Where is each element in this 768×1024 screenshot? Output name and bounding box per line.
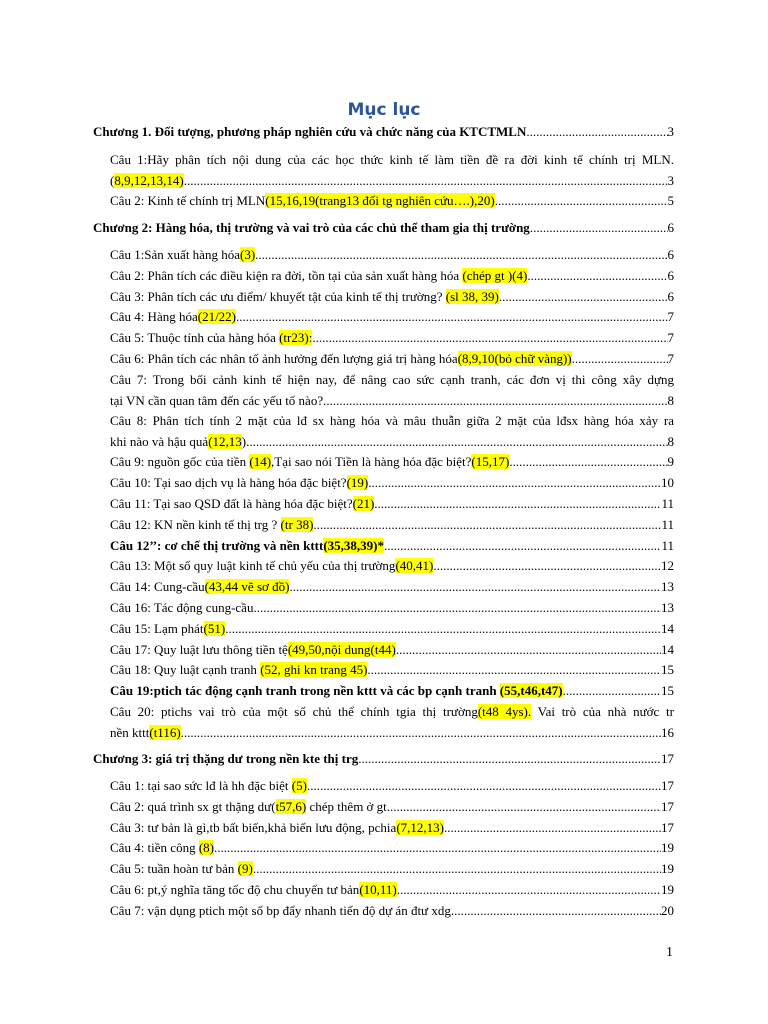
toc-question-entry[interactable] xyxy=(110,556,674,576)
highlighted-reference: (t116) xyxy=(149,725,181,740)
highlighted-reference: (43,44 vẽ sơ đồ) xyxy=(204,579,290,594)
entry-label xyxy=(110,797,387,817)
entry-text: Vai trò của nhà nước tr xyxy=(531,704,674,719)
entry-label xyxy=(93,749,358,769)
entry-page-number: 16 xyxy=(661,725,674,740)
dot-leader xyxy=(246,432,667,452)
toc-question-entry[interactable] xyxy=(110,859,674,879)
highlighted-reference: (55,t46,t47) xyxy=(499,683,563,698)
entry-text: Câu 12: KN nền kinh tế thị trg ? xyxy=(110,517,281,532)
entry-text: Câu 18: Quy luật cạnh tranh xyxy=(110,662,261,677)
dot-leader xyxy=(530,218,668,238)
entry-text: Câu 4: Hàng hóa xyxy=(110,309,198,324)
highlighted-reference: (21/22) xyxy=(197,309,237,324)
entry-text: Câu 9: nguồn gốc của tiền xyxy=(110,454,250,469)
toc-question-entry[interactable] xyxy=(110,452,674,472)
entry-label xyxy=(110,171,184,191)
entry-page-number: 14 xyxy=(661,621,674,636)
highlighted-reference: (tr 38) xyxy=(280,517,314,532)
entry-text: Câu 8: Phân tích tính 2 mặt của lđ sx hàng hóa và mâu thuẫn giữa 2 mặt của lđsx hàng hóa xảy ra xyxy=(110,413,674,428)
highlighted-reference: (tr23): xyxy=(279,330,313,345)
dot-leader xyxy=(495,191,668,211)
entry-page-number: 15 xyxy=(661,662,674,677)
dot-leader xyxy=(396,640,661,660)
highlighted-reference: (3) xyxy=(239,247,256,262)
entry-page-number: 7 xyxy=(667,330,674,345)
entry-label xyxy=(93,218,530,238)
dot-leader xyxy=(323,391,667,411)
highlighted-reference: (52, ghi kn trang 45) xyxy=(260,662,368,677)
entry-page-number: 8 xyxy=(667,434,674,449)
toc-title: Mục lục xyxy=(347,100,421,120)
toc-entry-line[interactable] xyxy=(110,370,674,390)
toc-question-entry[interactable] xyxy=(110,328,674,348)
entry-text: Câu 1:Hãy phân tích nội dung của các học thức kinh tế làm tiền đề ra đời kinh tế chính trị MLN. xyxy=(110,152,674,167)
entry-page-number: 13 xyxy=(661,579,674,594)
toc-question-entry[interactable] xyxy=(110,287,674,307)
entry-label xyxy=(110,859,253,879)
dot-leader xyxy=(384,536,661,556)
entry-label xyxy=(110,266,527,286)
entry-label xyxy=(110,838,214,858)
toc-question-entry[interactable] xyxy=(110,818,674,838)
entry-page-number: 17 xyxy=(661,751,674,766)
entry-text: Câu 14: Cung-cầu xyxy=(110,579,205,594)
dot-leader xyxy=(368,473,661,493)
dot-leader xyxy=(527,266,667,286)
highlighted-reference: (15,17) xyxy=(471,454,510,469)
entry-text: ,Tại sao nói Tiền là hàng hóa đặc biệt? xyxy=(271,454,472,469)
toc-question-entry[interactable] xyxy=(110,577,674,597)
entry-text: Câu 5: Thuộc tính của hàng hóa xyxy=(110,330,280,345)
toc-entry-line[interactable] xyxy=(110,411,674,431)
entry-page-number: 17 xyxy=(661,778,674,793)
dot-leader xyxy=(387,797,661,817)
entry-text: Câu 7: Trong bối cảnh kinh tế hiện nay, để nâng cao sức cạnh tranh, các đơn vị thi công xây dựng xyxy=(110,372,674,387)
page-number: 1 xyxy=(666,945,673,960)
entry-text: Câu 7: vận dụng ptich một số bp đẩy nhanh tiến độ dự án đtư xdg xyxy=(110,903,451,918)
entry-page-number: 6 xyxy=(667,220,674,235)
entry-label xyxy=(110,598,253,618)
entry-label xyxy=(110,287,499,307)
entry-label xyxy=(110,577,289,597)
entry-text: Câu 11: Tại sao QSD đất là hàng hóa đặc biệt? xyxy=(110,496,353,511)
entry-text: tại VN cần quan tâm đến các yếu tố nào? xyxy=(110,393,324,408)
entry-page-number: 13 xyxy=(661,600,674,615)
highlighted-reference: (t48 4ys). xyxy=(477,704,532,719)
entry-text: Câu 3: tư bản là gì,tb bất biến,khả biến lưu động, pchia xyxy=(110,820,397,835)
toc-chapter-entry[interactable] xyxy=(93,218,674,238)
highlighted-reference: t57,6) xyxy=(275,799,307,814)
toc-question-entry[interactable] xyxy=(110,494,674,514)
entry-page-number: 11 xyxy=(661,538,674,553)
entry-text: Chương 1. Đối tượng, phương pháp nghiên cứu và chức năng của KTCTMLN xyxy=(93,124,527,139)
entry-text: Chương 2: Hàng hóa, thị trường và vai trò của các chủ thể tham gia thị trường xyxy=(93,220,530,235)
entry-text: chép thêm ở gt xyxy=(306,799,387,814)
entry-text: Câu 2: Kinh tế chính trị MLN xyxy=(110,193,266,208)
entry-label xyxy=(110,536,384,556)
highlighted-reference: (9) xyxy=(237,861,253,876)
entry-label xyxy=(110,776,307,796)
toc-question-entry[interactable] xyxy=(110,660,674,680)
entry-text: Câu 12’’: cơ chế thị trường và nền kttt xyxy=(110,538,324,553)
entry-text: Chương 3: giá trị thặng dư trong nền kte thị trg xyxy=(93,751,359,766)
entry-page-number: 3 xyxy=(667,173,674,188)
dot-leader xyxy=(253,598,661,618)
highlighted-reference: (10,11) xyxy=(359,882,397,897)
toc-question-entry[interactable] xyxy=(110,171,674,191)
entry-page-number: 10 xyxy=(661,475,674,490)
highlighted-reference: (51) xyxy=(203,621,226,636)
entry-page-number: 5 xyxy=(667,193,674,208)
entry-label xyxy=(110,328,312,348)
entry-text: Câu 10: Tại sao dịch vụ là hàng hóa đặc biệt? xyxy=(110,475,347,490)
toc-question-entry[interactable] xyxy=(110,515,674,535)
dot-leader xyxy=(367,660,661,680)
toc-chapter-entry[interactable] xyxy=(93,749,674,769)
dot-leader xyxy=(563,681,661,701)
entry-page-number: 9 xyxy=(667,454,674,469)
dot-leader xyxy=(499,287,668,307)
highlighted-reference: (35,38,39)* xyxy=(323,538,384,553)
entry-label xyxy=(110,307,236,327)
entry-page-number: 19 xyxy=(661,882,674,897)
entry-text: nền kttt xyxy=(110,725,150,740)
entry-page-number: 14 xyxy=(661,642,674,657)
toc-question-entry[interactable] xyxy=(110,245,674,265)
entry-page-number: 11 xyxy=(661,517,674,532)
dot-leader xyxy=(509,452,667,472)
toc-entry-line[interactable] xyxy=(110,702,674,722)
dot-leader xyxy=(433,556,661,576)
entry-text: Câu 3: Phân tích các ưu điểm/ khuyết tật của kinh tế thị trường? xyxy=(110,289,446,304)
toc-question-entry[interactable] xyxy=(110,432,674,452)
entry-label xyxy=(110,349,572,369)
dot-leader xyxy=(253,859,661,879)
dot-leader xyxy=(358,749,661,769)
entry-text: ) xyxy=(241,434,247,449)
entry-page-number: 20 xyxy=(661,903,674,918)
entry-label xyxy=(110,681,563,701)
toc-question-entry[interactable] xyxy=(110,640,674,660)
entry-label xyxy=(110,880,397,900)
entry-text: Câu 4: tiền công xyxy=(110,840,199,855)
highlighted-reference: (8) xyxy=(198,840,214,855)
entry-page-number: 15 xyxy=(661,683,674,698)
highlighted-reference: (sl 38, 39) xyxy=(445,289,499,304)
toc-question-entry[interactable] xyxy=(110,681,674,701)
entry-label xyxy=(110,515,313,535)
entry-page-number: 7 xyxy=(667,309,674,324)
entry-text: Câu 20: ptichs vai trò của một số chủ thể chính tgia thị trường xyxy=(110,704,478,719)
entry-label xyxy=(110,660,367,680)
entry-text: Câu 5: tuần hoàn tư bản xyxy=(110,861,238,876)
toc-question-entry[interactable] xyxy=(110,266,674,286)
dot-leader xyxy=(236,307,667,327)
entry-text: Câu 19:ptich tác động cạnh tranh trong nền kttt và các bp cạnh tranh xyxy=(110,683,500,698)
dot-leader xyxy=(313,515,661,535)
toc-question-entry[interactable] xyxy=(110,391,674,411)
entry-text: Câu 1:Sản xuất hàng hóa xyxy=(110,247,240,262)
dot-leader xyxy=(526,122,667,142)
entry-page-number: 17 xyxy=(661,799,674,814)
highlighted-reference: (7,12,13) xyxy=(396,820,444,835)
dot-leader xyxy=(181,723,661,743)
entry-text: khi nào và hậu quả xyxy=(110,434,209,449)
entry-page-number: 17 xyxy=(661,820,674,835)
highlighted-reference: (chép gt )(4) xyxy=(462,268,528,283)
entry-text: Câu 17: Quy luật lưu thông tiền tệ xyxy=(110,642,288,657)
dot-leader xyxy=(312,328,667,348)
entry-label xyxy=(110,901,451,921)
dot-leader xyxy=(451,901,661,921)
entry-label xyxy=(110,245,255,265)
toc-question-entry[interactable] xyxy=(110,307,674,327)
highlighted-reference: (14) xyxy=(249,454,272,469)
highlighted-reference: (19) xyxy=(346,475,369,490)
toc-question-entry[interactable] xyxy=(110,776,674,796)
dot-leader xyxy=(572,349,668,369)
entry-label xyxy=(110,473,368,493)
toc-question-entry[interactable] xyxy=(110,349,674,369)
highlighted-reference: (15,16,19(trang13 đối tg nghiên cứu….),20) xyxy=(265,193,495,208)
entry-page-number: 3 xyxy=(667,124,674,139)
highlighted-reference: (49,50,nội dung(t44) xyxy=(287,642,396,657)
entry-label xyxy=(110,556,433,576)
highlighted-reference: 8,9,12,13,14) xyxy=(114,173,184,188)
entry-label xyxy=(110,818,444,838)
entry-text: Câu 6: Phân tích các nhân tố ảnh hưởng đến lượng giá trị hàng hóa xyxy=(110,351,458,366)
entry-label xyxy=(93,122,526,142)
dot-leader xyxy=(374,494,661,514)
entry-text: Câu 2: quá trình sx gt thặng dư( xyxy=(110,799,276,814)
dot-leader xyxy=(397,880,661,900)
entry-page-number: 19 xyxy=(661,861,674,876)
toc-question-entry[interactable] xyxy=(110,901,674,921)
entry-label xyxy=(110,432,246,452)
entry-page-number: 19 xyxy=(661,840,674,855)
toc-question-entry[interactable] xyxy=(110,723,674,743)
entry-text: Câu 15: Lạm phát xyxy=(110,621,204,636)
dot-leader xyxy=(184,171,668,191)
toc-question-entry[interactable] xyxy=(110,838,674,858)
entry-label xyxy=(110,391,323,411)
toc-question-entry[interactable] xyxy=(110,536,674,556)
entry-page-number: 11 xyxy=(661,496,674,511)
dot-leader xyxy=(444,818,661,838)
entry-label xyxy=(110,191,495,211)
highlighted-reference: (8,9,10(bỏ chữ vàng)) xyxy=(457,351,572,366)
dot-leader xyxy=(307,776,661,796)
toc-question-entry[interactable] xyxy=(110,598,674,618)
entry-text: Câu 6: pt,ý nghĩa tăng tốc độ chu chuyển tư bản xyxy=(110,882,360,897)
entry-text: ( xyxy=(110,173,115,188)
dot-leader xyxy=(289,577,661,597)
entry-text: Câu 16: Tác động cung-cầu xyxy=(110,600,254,615)
entry-text: Câu 2: Phân tích các điều kiện ra đời, tồn tại của sản xuất hàng hóa xyxy=(110,268,463,283)
entry-page-number: 6 xyxy=(667,289,674,304)
entry-label xyxy=(110,619,225,639)
toc-question-entry[interactable] xyxy=(110,880,674,900)
highlighted-reference: (21) xyxy=(352,496,375,511)
dot-leader xyxy=(225,619,661,639)
dot-leader xyxy=(255,245,667,265)
highlighted-reference: (40,41) xyxy=(395,558,434,573)
highlighted-reference: (12,13 xyxy=(208,434,242,449)
entry-label xyxy=(110,452,509,472)
toc-question-entry[interactable] xyxy=(110,619,674,639)
entry-text: Câu 13: Một số quy luật kinh tế chủ yếu của thị trường xyxy=(110,558,396,573)
entry-page-number: 6 xyxy=(667,268,674,283)
entry-page-number: 6 xyxy=(667,247,674,262)
dot-leader xyxy=(214,838,661,858)
toc-question-entry[interactable] xyxy=(110,797,674,817)
entry-page-number: 8 xyxy=(667,393,674,408)
entry-label xyxy=(110,640,396,660)
entry-page-number: 12 xyxy=(661,558,674,573)
toc-chapter-entry[interactable] xyxy=(93,122,674,142)
toc-question-entry[interactable] xyxy=(110,191,674,211)
entry-label xyxy=(110,494,374,514)
entry-text: Câu 1: tại sao sức lđ là hh đặc biệt xyxy=(110,778,292,793)
entry-page-number: 7 xyxy=(667,351,674,366)
entry-label xyxy=(110,723,181,743)
toc-question-entry[interactable] xyxy=(110,473,674,493)
highlighted-reference: (5) xyxy=(291,778,307,793)
toc-entry-line[interactable] xyxy=(110,150,674,170)
